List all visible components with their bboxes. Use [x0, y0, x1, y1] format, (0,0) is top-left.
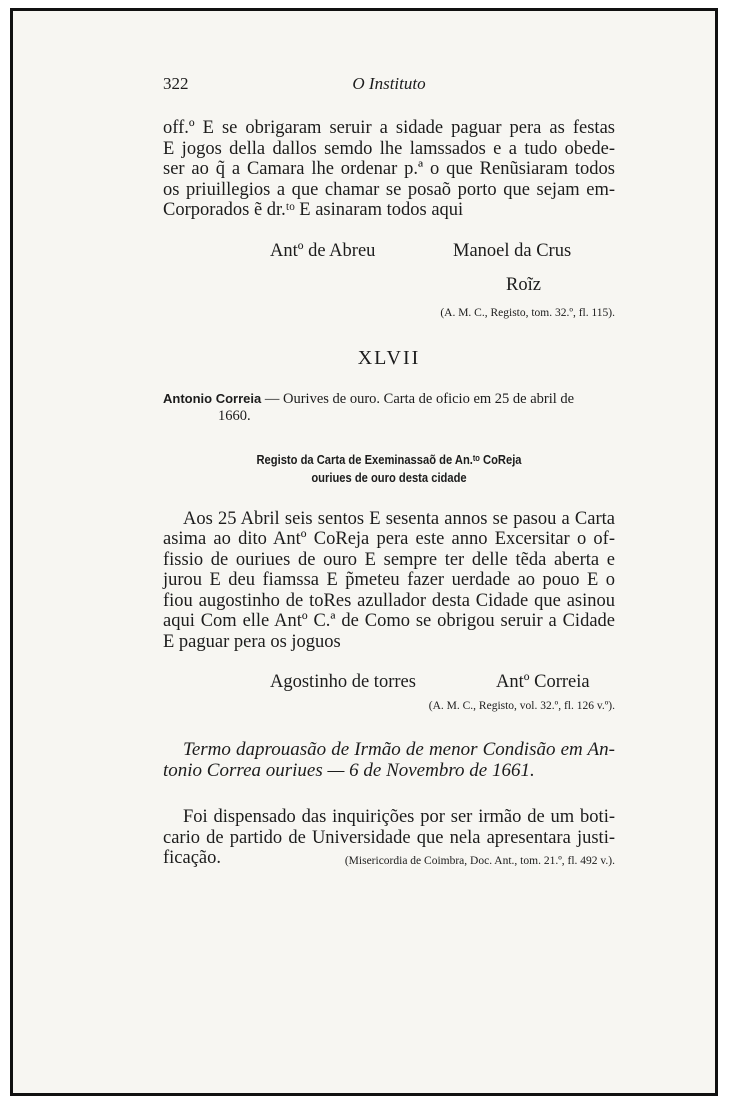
- signatures-2: [163, 672, 615, 700]
- signatures-1: [163, 241, 615, 311]
- text-line: ser ao q̃ a Camara lhe ordenar p.ª o que Renũsiaram todos: [163, 159, 615, 179]
- text-line: asima ao dito Antº CoReja pera este anno Excersitar o of-: [163, 529, 615, 549]
- citation-3: (Misericordia de Coimbra, Doc. Ant., tom. 21.º, fl. 492 v.).: [344, 854, 615, 867]
- document-title: [195, 451, 584, 487]
- signature-right: Antº Correia: [496, 672, 590, 692]
- page-number: 322: [163, 74, 189, 93]
- entry-heading: [163, 390, 615, 425]
- running-title: O Instituto: [352, 74, 426, 93]
- signature-left: Antº de Abreu: [270, 240, 376, 261]
- text-line: os priuillegios a que chamar se posaõ porto que sejam em-: [163, 179, 615, 200]
- term-heading: [163, 740, 615, 781]
- text-line: Foi dispensado das inquirições por ser irmão de um boti-: [183, 807, 615, 827]
- text-line: fissio de ouriues de ouro E sempre ter delle tẽda aberta e: [163, 549, 615, 570]
- text-line: Aos 25 Abril seis sentos E sesenta annos se pasou a Carta: [183, 508, 615, 529]
- document-title-line: Registo da Carta de Exeminassaõ de An.ᵗᵒ CoReja: [256, 451, 522, 467]
- paragraph-1: [163, 118, 615, 221]
- text-line: ficação.: [163, 848, 222, 868]
- entry-description-continued: 1660.: [218, 407, 251, 424]
- text-line: jurou E deu fiamssa E p̃meteu fazer uerdade ao pouo E o: [163, 570, 615, 590]
- text-line: cario de partido de Universidade que nela apresentara justi-: [163, 827, 615, 848]
- citation-1: (A. M. C., Registo, tom. 32.º, fl. 115).: [440, 306, 615, 319]
- text-line: Termo daprouasão de Irmão de menor Condisão em An-: [183, 739, 615, 760]
- text-line: off.º E se obrigaram seruir a sidade paguar pera as festas: [163, 118, 615, 138]
- text-line: Corporados ẽ dr.ᵗᵒ E asinaram todos aqui: [163, 200, 464, 220]
- signature-left: Agostinho de torres: [270, 672, 416, 692]
- signature-right: Manoel da Crus: [453, 240, 572, 261]
- citation-2: (A. M. C., Registo, vol. 32.º, fl. 126 v.º).: [428, 700, 615, 712]
- text-line: E paguar pera os joguos: [163, 631, 341, 652]
- section-number: XLVII: [357, 346, 421, 369]
- paragraph-2: [163, 509, 615, 653]
- signature-right-continued: Roĩz: [506, 274, 541, 295]
- text-line: fiou augostinho de toRes azullador desta Cidade que asinou: [163, 590, 615, 611]
- entry-description: — Ourives de ouro. Carta de oficio em 25 de abril de: [261, 390, 575, 407]
- text-line: tonio Correa ouriues — 6 de Novembro de 1661.: [163, 759, 535, 781]
- document-page: [163, 74, 615, 867]
- entry-name: Antonio Correia: [163, 390, 262, 406]
- document-title-line: ouriues de ouro desta cidade: [311, 469, 467, 485]
- text-line: aqui Com elle Antº C.ª de Como se obrigou seruir a Cidade: [163, 611, 615, 631]
- running-head: [163, 74, 615, 96]
- text-line: E jogos della dallos semdo lhe lamssados e a tudo obede-: [163, 138, 615, 159]
